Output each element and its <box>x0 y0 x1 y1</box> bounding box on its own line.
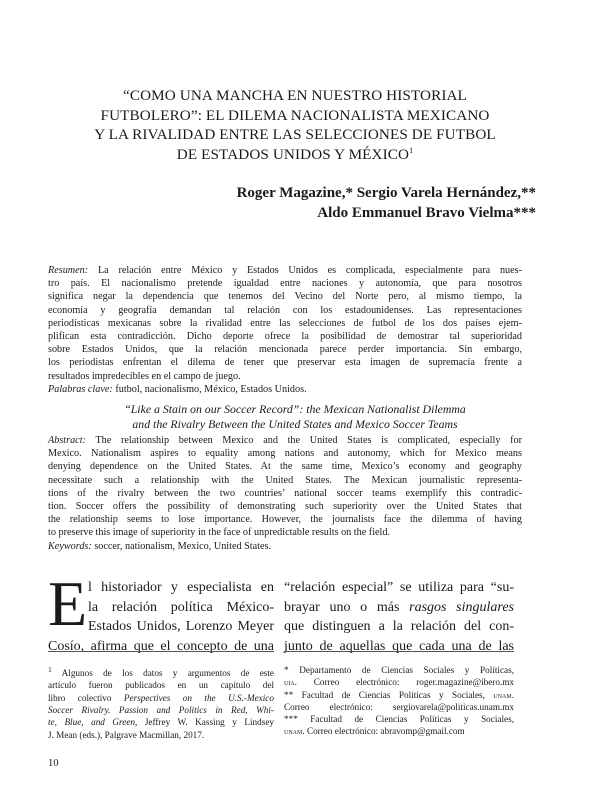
abstract-line: resultados impredecibles en el campo de juego. <box>48 370 241 382</box>
footnote-left <box>48 664 274 741</box>
footnote-mark: 1 <box>48 665 52 674</box>
page-number: 10 <box>48 758 59 769</box>
title-line: “COMO UNA MANCHA EN NUESTRO HISTORIAL <box>123 87 467 104</box>
affiliation-text[interactable]: . Correo electrónico: roger.magazine@ibero.mx <box>294 677 514 688</box>
body-text: brayar uno o más <box>284 599 410 615</box>
affiliation-institution: uia <box>284 677 295 688</box>
title-line-text: DE ESTADOS UNIDOS Y MÉXICO <box>176 145 410 163</box>
footnote-rule-left <box>48 651 274 652</box>
authors-block <box>237 183 536 223</box>
body-column-left <box>48 568 274 656</box>
affiliation-text: ** Facultad de Ciencias Políticas y Sociales, <box>284 689 494 700</box>
keywords-line <box>48 540 522 553</box>
abstract-english <box>48 434 522 553</box>
abstract-spanish <box>48 264 522 396</box>
abstract-line: economía y geografía demandan tal relación con los estadounidenses. Las representaciones <box>48 304 522 316</box>
abstract-line: necessitate such a relationship with the United States. The Mexican journalistic representa- <box>48 474 522 486</box>
authors-line: Roger Magazine,* Sergio Varela Hernández,** <box>236 185 536 201</box>
affiliation-institution: unam <box>493 689 512 700</box>
footnote-line: Soccer Rivalry. Passion and Politics in Red, Whi- <box>48 704 274 715</box>
abstract-line: the relationship seems to lose importance. However, the journalists face the dilemma of having <box>48 514 522 526</box>
english-title-line: “Like a Stain on our Soccer Record”: the Mexican Nationalist Dilemma <box>124 402 466 416</box>
body-line: “relación especial” se utiliza para “su- <box>284 580 514 595</box>
abstract-line <box>48 264 522 277</box>
footnote-line: artículo fueron publicados en un capítulo del <box>48 680 274 691</box>
affiliation-text: . <box>511 689 514 700</box>
footnote-line <box>48 716 274 728</box>
footnote-text: libro colectivo <box>48 692 124 703</box>
footnote-italic-text: Perspectives on the U.S.-Mexico <box>123 692 274 703</box>
abstract-line: significa negar la dependencia que tenemos del Vecino del Norte pero, al mismo tiempo, la <box>48 291 522 303</box>
affiliation-line <box>284 725 514 737</box>
footnote-line <box>48 664 274 679</box>
footnote-italic-text: te, Blue, and Green <box>48 717 136 728</box>
footnote-text: , Jeffrey W. Kassing y Lindsey <box>135 717 274 728</box>
abstract-line: denying dependence on the United States. At the same time, Mexico’s economy and geography <box>48 461 522 473</box>
abstract-text: The relationship between Mexico and the United States is complicated, especially for <box>95 435 522 446</box>
affiliation-line <box>284 689 514 701</box>
footnote-line <box>48 692 274 704</box>
abstract-line: tion. Soccer offers the possibility of demonstrating such superiority over the United States that <box>48 501 522 513</box>
affiliation-text[interactable]: . Correo electrónico: abravomp@gmail.com <box>302 726 465 737</box>
title-line: Y LA RIVALIDAD ENTRE LAS SELECCIONES DE FUTBOL <box>94 126 496 143</box>
affiliation-institution: unam <box>284 726 303 737</box>
abstract-line: periodísticas mexicanas sobre la rivalidad entre las selecciones de futbol de los dos países ejem- <box>48 317 522 329</box>
keywords-line <box>48 383 522 396</box>
title-footnote-mark[interactable]: 1 <box>409 145 414 155</box>
abstract-line: to preserve this image of superiority in the face of unpredictable results on the field. <box>48 527 391 539</box>
abstract-line: tions of the rivalry between the two countries’ national soccer teams exemplify this contradic- <box>48 487 522 499</box>
footnote-line: J. Mean (eds.), Palgrave Macmillan, 2017. <box>48 729 205 740</box>
title-line: FUTBOLERO”: EL DILEMA NACIONALISTA MEXICANO <box>100 106 490 124</box>
keywords-text: futbol, nacionalismo, México, Estados Unidos. <box>115 383 307 395</box>
footnote-rule-right <box>284 651 514 652</box>
authors-line: Aldo Emmanuel Bravo Vielma*** <box>317 205 536 221</box>
abstract-line: plifican esta contradicción. Dicho deporte ofrece la posibilidad de demostrar tal superioridad <box>48 331 522 343</box>
title-line <box>60 145 530 165</box>
drop-cap: E <box>48 568 88 639</box>
body-line: Cosío, afirma que el concepto de una <box>48 638 274 654</box>
affiliation-line: * Departamento de Ciencias Sociales y Políticas, <box>284 665 514 675</box>
abstract-label: Abstract: <box>48 435 86 446</box>
article-title <box>60 86 530 164</box>
abstract-line: sobre Estados Unidos, que la relación mencionada parece perder importancia. Sin embargo, <box>48 344 522 356</box>
english-title-line: and the Rivalry Between the United States and Mexico Soccer Teams <box>132 417 458 431</box>
abstract-line: los periodistas enfrentan el dilema de tener que preservar esta imagen de supremacía frente a <box>48 357 522 369</box>
affiliation-line <box>284 676 514 688</box>
affiliation-line: *** Facultad de Ciencias Políticas y Sociales, <box>284 714 514 725</box>
abstract-line <box>48 434 522 447</box>
abstract-text: La relación entre México y Estados Unidos es complicada, especialmente para nues- <box>97 265 523 276</box>
english-title <box>60 402 530 432</box>
body-line: que distinguen a la relación del con- <box>284 619 514 635</box>
body-line: Estados Unidos, Lorenzo Meyer <box>88 619 274 635</box>
body-line <box>284 598 514 618</box>
body-line: la relación política México- <box>88 599 274 615</box>
abstract-line: tro país. El nacionalismo pretende igualdad entre naciones y autonomía, que para nosotros <box>48 278 522 290</box>
abstract-label: Resumen: <box>48 265 89 276</box>
keywords-text: soccer, nationalism, Mexico, United States. <box>94 540 272 552</box>
keywords-label: Keywords: <box>48 540 92 552</box>
keywords-label: Palabras clave: <box>48 383 113 395</box>
body-column-right <box>284 578 514 656</box>
footnote-right <box>284 664 514 738</box>
body-italic-text: rasgos singulares <box>409 599 514 615</box>
body-line: l historiador y especialista en <box>88 580 274 595</box>
body-line: junto de aquellas que cada una de las <box>284 638 514 654</box>
abstract-line: Mexico. Nationalism aspires to equality among nations and autonomy, which for Mexico means <box>48 448 522 460</box>
affiliation-line[interactable]: Correo electrónico: sergiovarela@politicas.unam.mx <box>284 701 514 712</box>
footnote-text: Algunos de los datos y argumentos de este <box>61 668 274 679</box>
